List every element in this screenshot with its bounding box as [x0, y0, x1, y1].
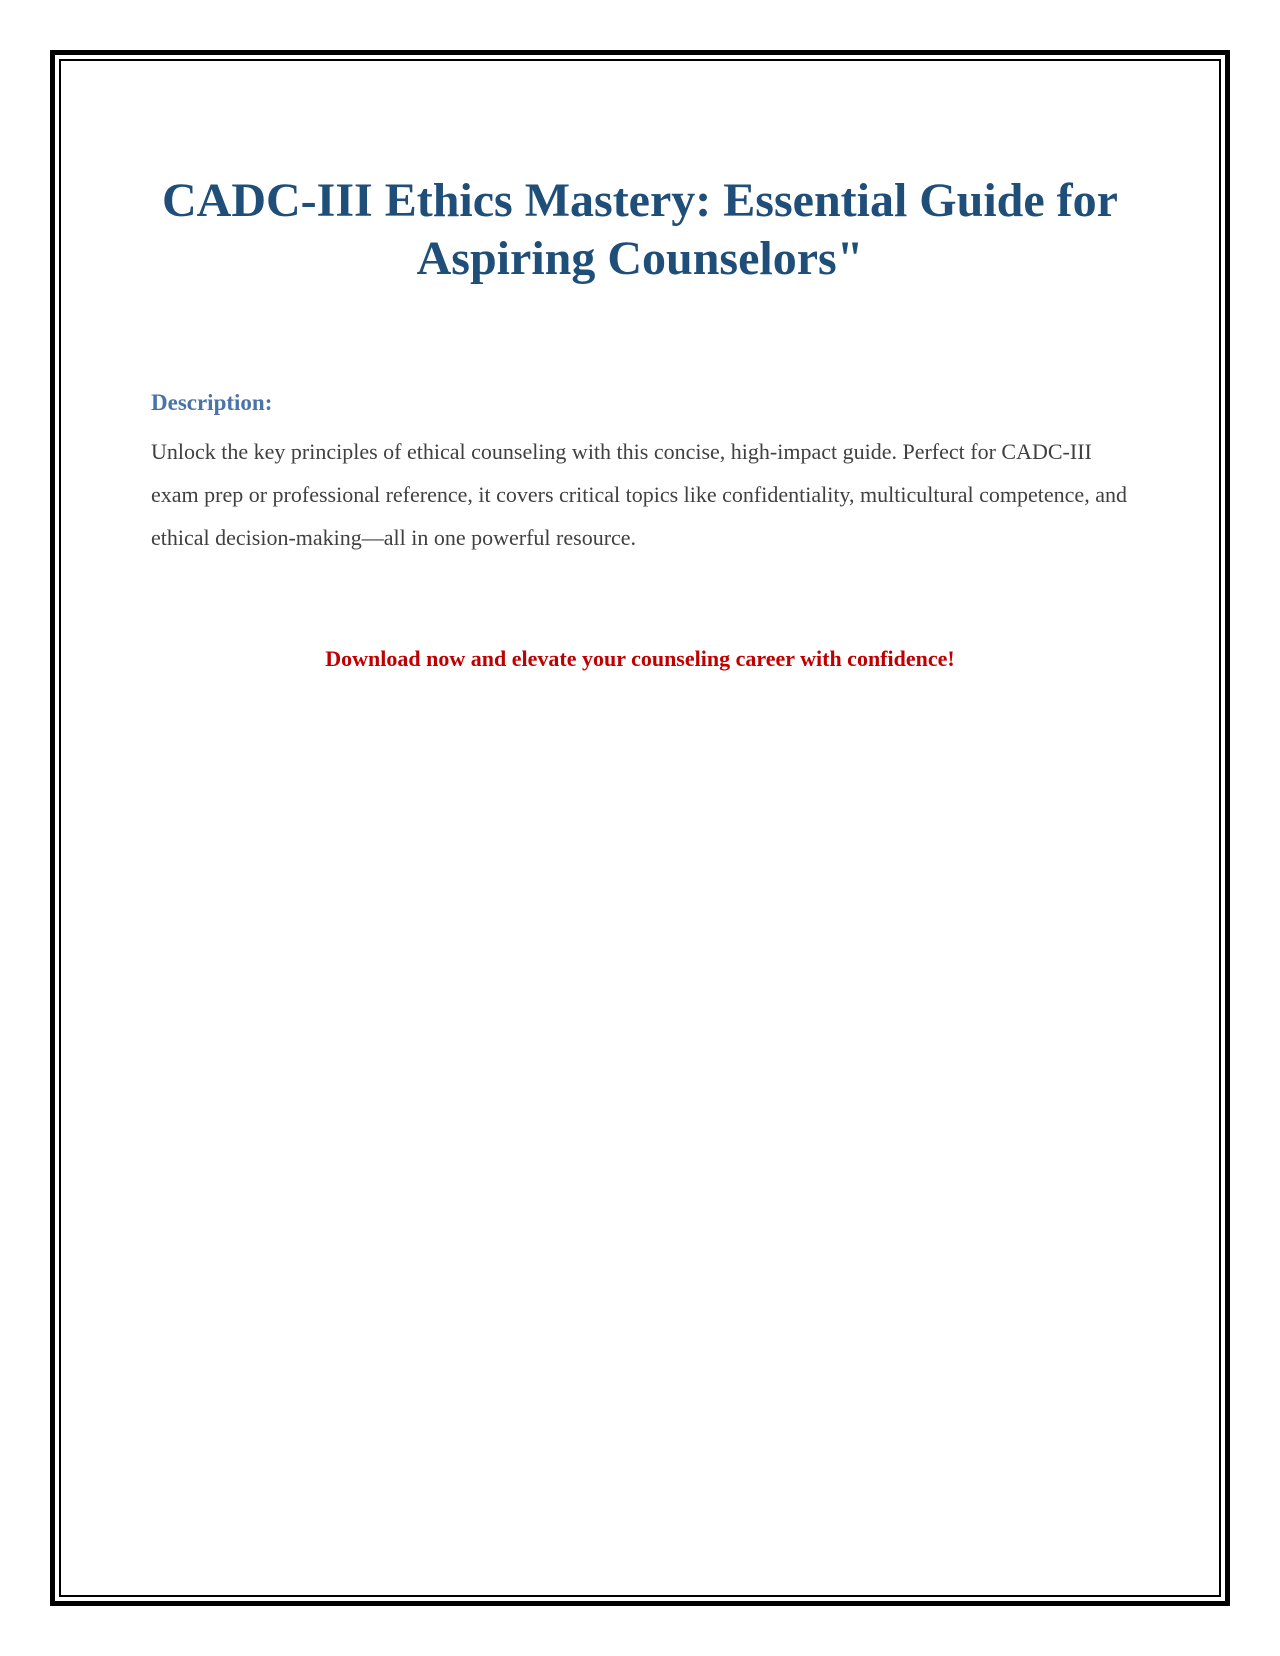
description-body: Unlock the key principles of ethical counseling with this concise, high-impact guide. Perfect for CADC-III exam prep or professional reference, it covers critical topics like confidentiality, multicultural competence, and ethical decision-making—all in one powerful resource. — [151, 439, 1127, 550]
document-title: CADC-III Ethics Mastery: Essential Guide for Aspiring Counselors" — [162, 174, 1118, 285]
page-border-inner — [59, 59, 1221, 1597]
call-to-action: Download now and elevate your counseling career with confidence! — [325, 646, 955, 671]
description-heading: Description: — [151, 390, 273, 415]
